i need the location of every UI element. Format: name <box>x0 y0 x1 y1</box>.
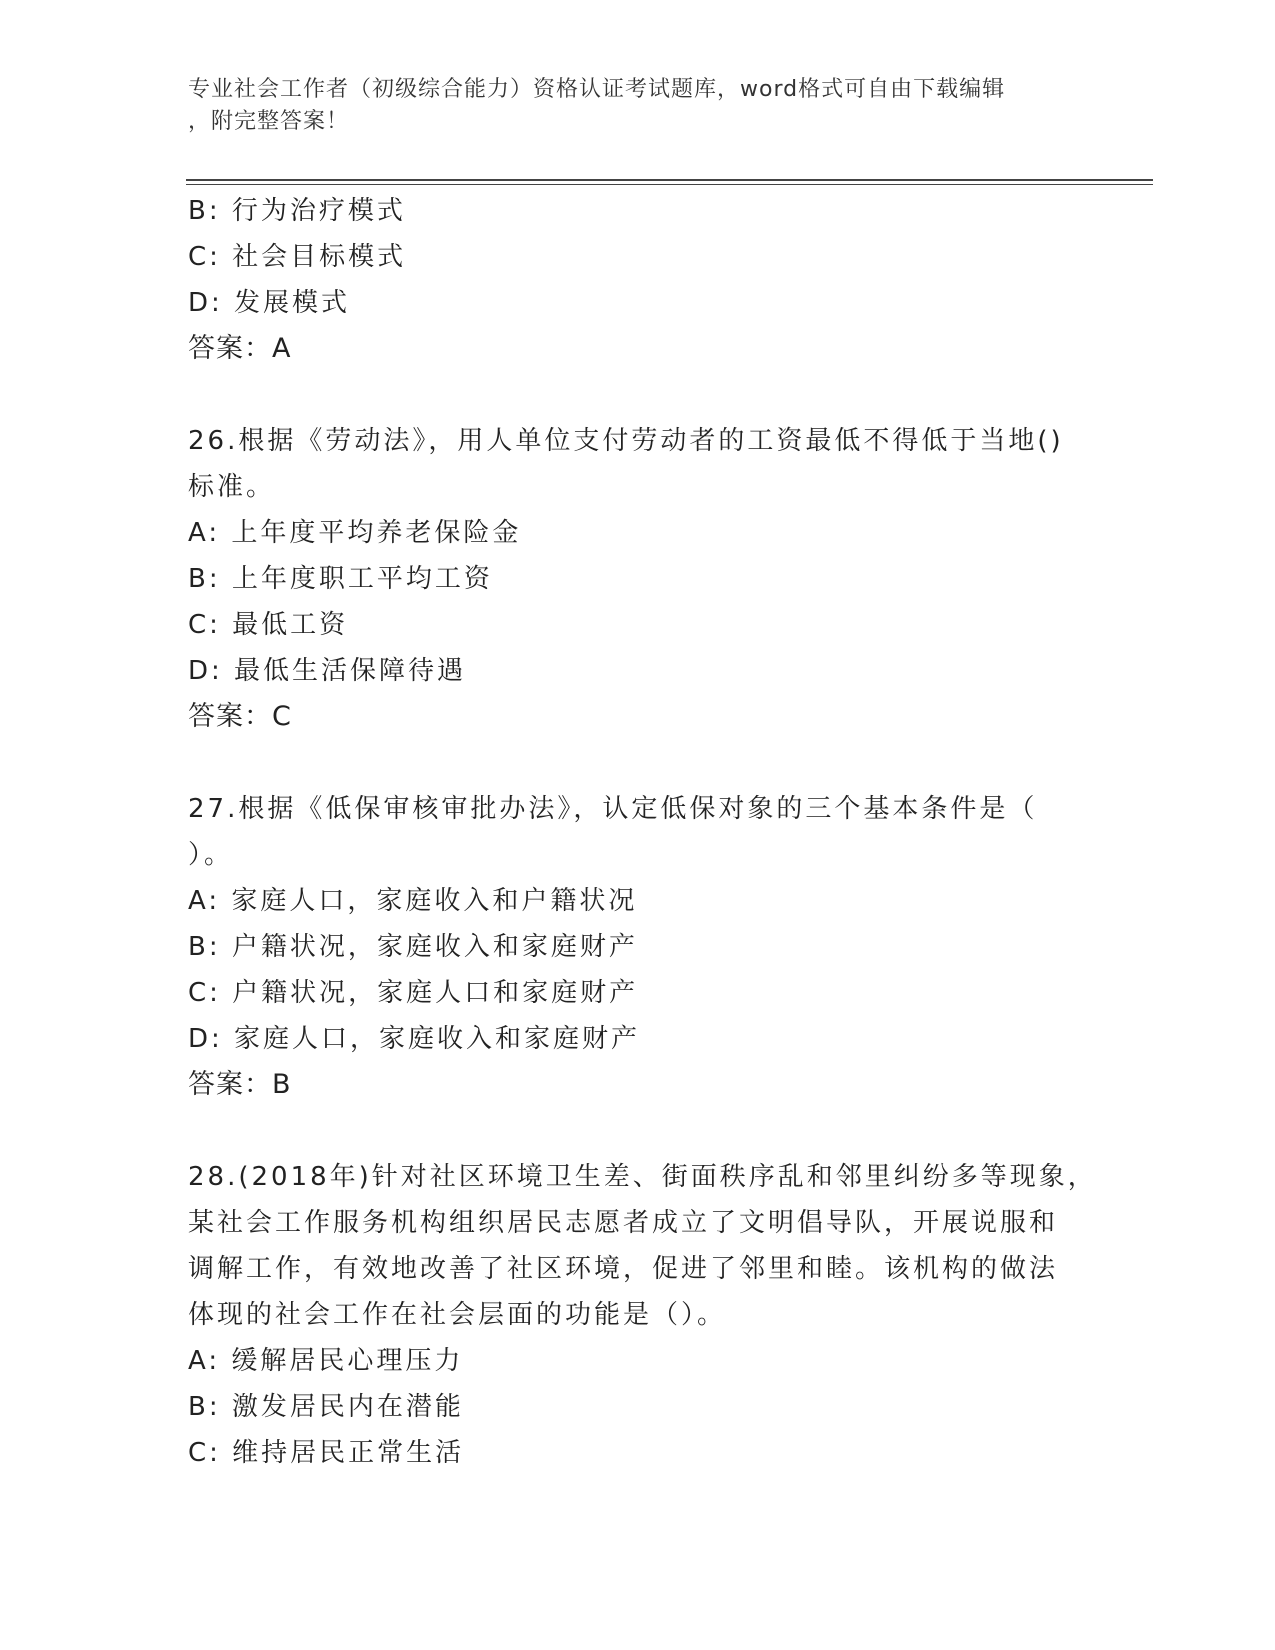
answer-line: 答案：A <box>188 333 292 364</box>
header-line-2: ，附完整答案！ <box>188 109 350 134</box>
question-text-line: 体现的社会工作在社会层面的功能是（）。 <box>188 1300 727 1330</box>
question-28 <box>188 1154 1097 1476</box>
option-b: B: 行为治疗模式 <box>188 196 406 226</box>
option-a: A: 缓解居民心理压力 <box>188 1346 464 1376</box>
option-b: B: 激发居民内在潜能 <box>188 1392 464 1422</box>
option-c: C: 户籍状况，家庭人口和家庭财产 <box>188 978 639 1008</box>
question-26 <box>188 418 1088 740</box>
question-27 <box>188 786 1088 1108</box>
header-divider-thick <box>186 179 1153 181</box>
question-text-line: 28.(2018年)针对社区环境卫生差、街面秩序乱和邻里纠纷多等现象， <box>188 1162 1097 1192</box>
header-divider-thin <box>186 184 1153 185</box>
option-d: D: 发展模式 <box>188 288 351 318</box>
question-list <box>188 188 1097 1476</box>
document-header <box>188 74 1078 138</box>
question-text-line: 调解工作，有效地改善了社区环境，促进了邻里和睦。该机构的做法 <box>188 1254 1059 1284</box>
option-a: A: 家庭人口，家庭收入和户籍状况 <box>188 886 638 916</box>
option-c: C: 维持居民正常生活 <box>188 1438 465 1468</box>
header-line-1: 专业社会工作者（初级综合能力）资格认证考试题库，word格式可自由下载编辑 <box>188 77 1006 102</box>
option-c: C: 最低工资 <box>188 610 349 640</box>
question-text-line: 某社会工作服务机构组织居民志愿者成立了文明倡导队，开展说服和 <box>188 1208 1059 1238</box>
option-b: B: 上年度职工平均工资 <box>188 564 493 594</box>
option-a: A: 上年度平均养老保险金 <box>188 518 522 548</box>
question-text-line: 27.根据《低保审核审批办法》，认定低保对象的三个基本条件是（ <box>188 794 1038 824</box>
answer-line: 答案：C <box>188 701 292 732</box>
question-25-continued <box>188 188 1088 372</box>
question-text-line: 26.根据《劳动法》，用人单位支付劳动者的工资最低不得低于当地() <box>188 426 1064 456</box>
option-d: D: 最低生活保障待遇 <box>188 656 467 686</box>
answer-line: 答案：B <box>188 1069 292 1100</box>
option-b: B: 户籍状况，家庭收入和家庭财产 <box>188 932 638 962</box>
question-text-line: ）。 <box>188 840 234 870</box>
option-c: C: 社会目标模式 <box>188 242 407 272</box>
question-text-line: 标准。 <box>188 472 276 502</box>
option-d: D: 家庭人口，家庭收入和家庭财产 <box>188 1024 641 1054</box>
